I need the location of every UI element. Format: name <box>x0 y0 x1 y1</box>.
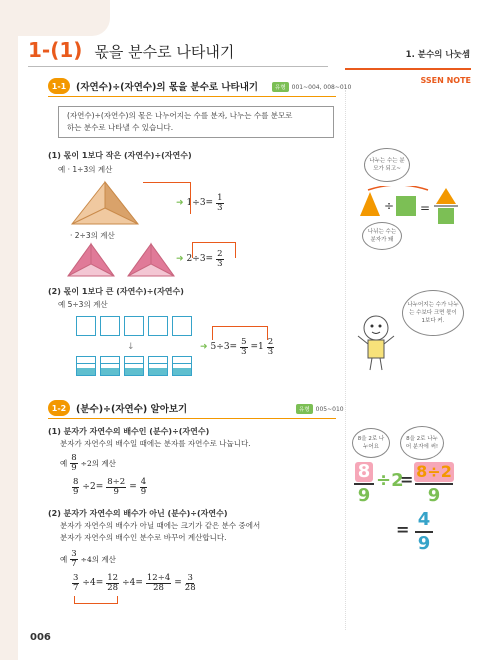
denominator: 28 <box>153 582 164 593</box>
denominator: 9 <box>140 486 147 497</box>
title-divider <box>28 66 328 67</box>
numerator: 2 <box>267 337 274 347</box>
section-2-ref <box>296 404 344 414</box>
example-label: 예 <box>60 458 68 468</box>
square-2 <box>100 316 120 336</box>
subheading-4: (2) 분자가 자연수의 배수가 아닌 (분수)÷(자연수) <box>48 509 228 518</box>
fraction <box>106 478 126 496</box>
fraction <box>216 194 223 212</box>
calc-op: ÷4= <box>122 578 143 588</box>
description-1: 분자가 자연수의 배수일 때에는 분자를 자연수로 나눕니다. <box>60 439 251 448</box>
denominator: 3 <box>267 346 274 357</box>
thirds-square-4 <box>148 356 168 376</box>
example-5 <box>60 550 116 568</box>
section-1-heading <box>48 78 258 94</box>
note-equals-2: = <box>396 520 410 539</box>
denominator: 3 <box>217 202 223 213</box>
division-diagram <box>358 186 468 226</box>
numerator: 8 <box>71 453 77 463</box>
subheading-3: (1) 분자가 자연수의 배수인 (분수)÷(자연수) <box>48 427 210 436</box>
section-2-divider <box>48 418 336 419</box>
eq3-lhs: 5÷3= <box>210 342 238 352</box>
eq3-mid: =1 <box>250 342 264 352</box>
denominator: 9 <box>417 533 431 554</box>
note-fraction-2 <box>414 462 454 508</box>
thirds-square-2 <box>100 356 120 376</box>
fraction <box>240 338 247 356</box>
numerator: 8÷2 <box>107 477 126 487</box>
concept-line-1: (자연수)÷(자연수)의 몫은 나누어지는 수를 분자, 나누는 수를 분모로 <box>67 111 293 120</box>
denominator: 28 <box>184 582 196 593</box>
numerator: 12 <box>107 573 119 583</box>
lesson-number: 1-(1) <box>28 38 83 62</box>
denominator: 7 <box>71 558 77 569</box>
calc-1 <box>72 478 147 496</box>
eq1-lhs: 1÷3= <box>186 198 214 208</box>
header-corner <box>0 0 110 36</box>
fraction <box>72 478 79 496</box>
fraction <box>106 574 119 592</box>
bracket-3 <box>212 326 268 340</box>
denominator: 9 <box>357 485 371 506</box>
calc-op: ÷2= <box>82 482 104 492</box>
bracket-1 <box>143 182 191 214</box>
triangle-thirds-1 <box>70 180 140 226</box>
example-2-label: · 2÷3의 계산 <box>70 231 115 240</box>
page-margin <box>0 0 18 660</box>
arrow-icon: ➜ <box>176 254 184 264</box>
section-1-ref <box>272 82 351 92</box>
fraction <box>140 478 147 496</box>
fraction <box>146 574 171 592</box>
denominator: 9 <box>427 485 441 506</box>
lesson-title: 몫을 분수로 나타내기 <box>94 43 235 61</box>
concept-box <box>58 106 334 138</box>
square-4 <box>148 316 168 336</box>
denominator: 9 <box>71 462 77 473</box>
numerator: 3 <box>71 549 77 559</box>
ref-tag: 유형 <box>272 82 289 92</box>
numerator: 8÷2 <box>416 462 452 481</box>
numerator: 1 <box>217 193 223 203</box>
ref-tag: 유형 <box>296 404 313 414</box>
example-1-label: 예 · 1÷3의 계산 <box>58 165 113 174</box>
denominator: 9 <box>73 486 79 497</box>
thirds-square-3 <box>124 356 144 376</box>
note-fraction-3 <box>414 510 434 556</box>
example-tail: ÷2의 계산 <box>80 458 116 468</box>
page-title <box>28 38 234 62</box>
section-1-divider <box>48 96 336 97</box>
chapter-label: 1. 분수의 나눗셈 <box>405 50 470 60</box>
note-bubble-2: 나뉘는 수는 분자가 돼 <box>362 222 402 250</box>
fraction <box>70 550 77 568</box>
character-bubble: 나누어지는 수가 나누는 수보다 크면 몫이 1보다 커. <box>402 290 464 336</box>
triangle-thirds-2 <box>66 242 176 278</box>
fraction <box>185 574 196 592</box>
section-1-badge: 1-1 <box>48 78 70 94</box>
denominator: 9 <box>113 486 119 497</box>
fraction <box>72 574 79 592</box>
section-2-heading <box>48 400 187 416</box>
numerator: 3 <box>187 573 193 583</box>
thirds-square-1 <box>76 356 96 376</box>
section-1-title: (자연수)÷(자연수)의 몫을 분수로 나타내기 <box>76 82 259 93</box>
ref-range: 001~004, 008~010 <box>291 83 352 91</box>
description-2a: 분자가 자연수의 배수가 아닐 때에는 크기가 같은 분수 중에서 <box>60 521 261 530</box>
subheading-1: (1) 몫이 1보다 작은 (자연수)÷(자연수) <box>48 151 192 160</box>
example-3-label: 예 5÷3의 계산 <box>58 300 108 309</box>
section-2-title: (분수)÷(자연수) 알아보기 <box>76 404 188 415</box>
numerator: 3 <box>73 573 79 583</box>
note-divisor: ÷2 <box>376 470 404 491</box>
note-bubble-1: 나누는 수는 분모가 되고~ <box>364 148 410 182</box>
description-2b: 분자가 자연수의 배수인 분수로 바꾸어 계산합니다. <box>60 533 227 542</box>
character-icon <box>354 312 400 372</box>
square-1 <box>76 316 96 336</box>
denominator: 7 <box>73 582 79 593</box>
section-2-badge: 1-2 <box>48 400 70 416</box>
numerator: 5 <box>241 337 247 347</box>
bracket-2 <box>192 242 236 258</box>
thirds-square-5 <box>172 356 192 376</box>
fraction <box>70 454 77 472</box>
note-bubble-3: 8을 2로 나누어요 <box>352 428 390 458</box>
example-label: 예 <box>60 554 68 564</box>
numerator: 8 <box>355 462 374 482</box>
calc-eq: = <box>129 482 137 492</box>
svg-text:=: = <box>420 201 431 215</box>
fraction <box>267 338 274 356</box>
calc-eq: = <box>174 578 182 588</box>
denominator: 28 <box>107 582 119 593</box>
ref-range: 005~010 <box>315 405 344 413</box>
numerator: 4 <box>140 477 147 487</box>
subheading-2: (2) 몫이 1보다 큰 (자연수)÷(자연수) <box>48 287 184 296</box>
example-tail: ÷4의 계산 <box>80 554 116 564</box>
calc-op: ÷4= <box>82 578 104 588</box>
numerator: 12÷4 <box>146 573 171 583</box>
numerator: 2 <box>217 249 223 259</box>
bracket-4 <box>74 596 118 604</box>
down-arrow-icon: ↓ <box>127 342 135 352</box>
example-4 <box>60 454 116 472</box>
numerator: 8 <box>73 477 79 487</box>
arrow-icon: ➜ <box>176 198 184 208</box>
note-fraction-1 <box>354 462 374 508</box>
equation-3 <box>200 338 274 356</box>
note-bubble-4: 8을 2로 나누어 분자에 써! <box>400 426 444 460</box>
concept-line-2: 하는 분수로 나타낼 수 있습니다. <box>67 123 174 132</box>
eq2-lhs: 2÷3= <box>186 254 214 264</box>
square-5 <box>172 316 192 336</box>
page-number: 006 <box>30 632 51 643</box>
note-equals-1: = <box>400 470 414 489</box>
square-3 <box>124 316 144 336</box>
denominator: 3 <box>217 258 223 269</box>
arrow-icon: ➜ <box>200 342 208 352</box>
denominator: 3 <box>241 346 247 357</box>
svg-text:÷: ÷ <box>384 199 395 213</box>
calc-2 <box>72 574 196 592</box>
ssen-note-header: SSEN NOTE <box>345 68 471 88</box>
numerator: 4 <box>417 509 431 530</box>
